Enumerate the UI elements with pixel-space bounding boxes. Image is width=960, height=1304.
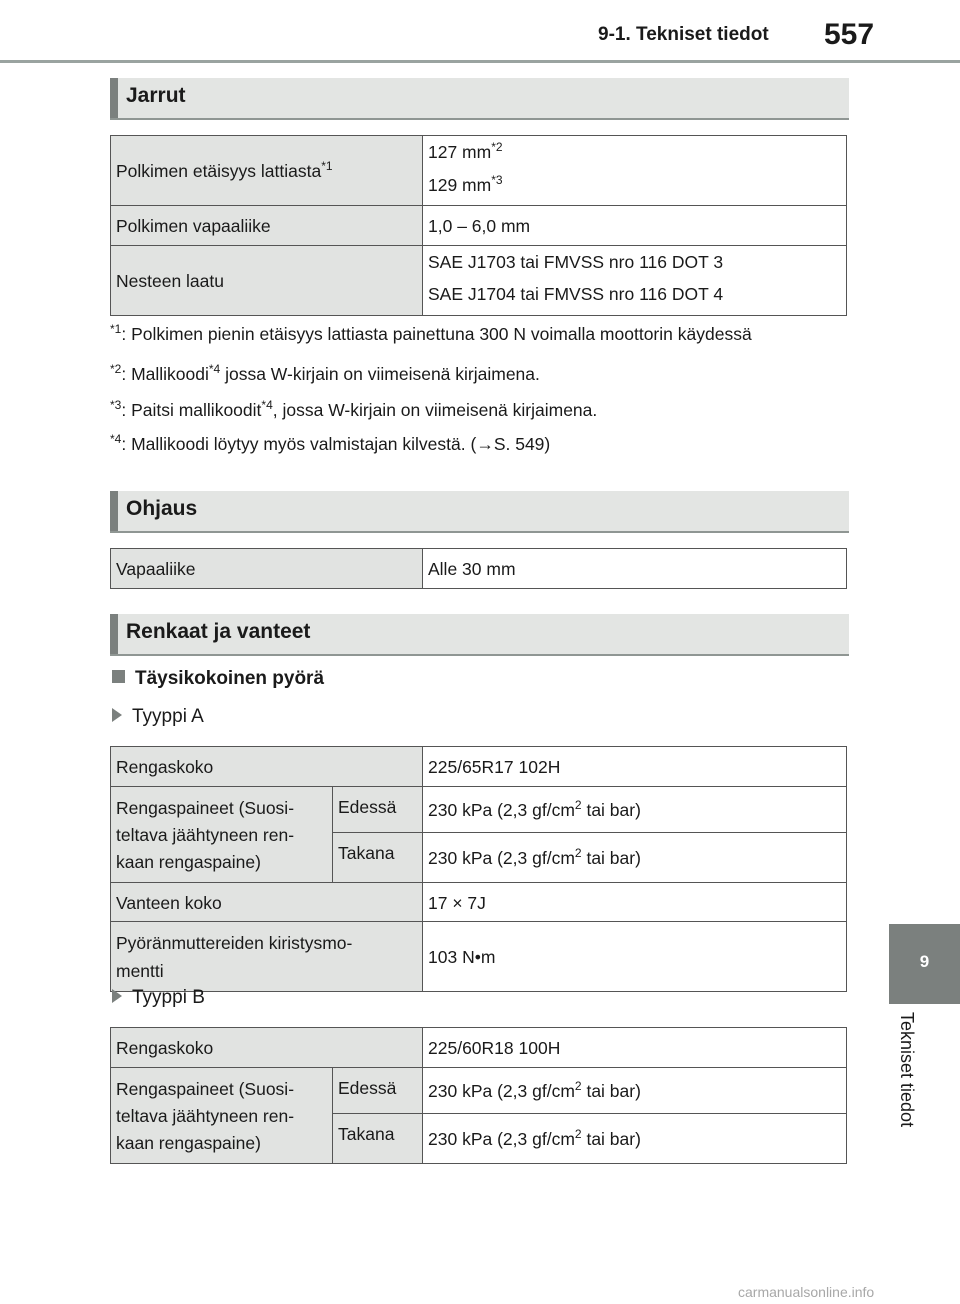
chapter-label: Tekniset tiedot (897, 1012, 917, 1128)
table-value: SAE J1703 tai FMVSS nro 116 DOT 3 SAE J1704 tai FMVSS nro 116 DOT 4 (423, 245, 847, 315)
table-key: Pyöränmuttereiden kiristysmo- mentti (111, 922, 423, 991)
chapter-number: 9 (919, 952, 930, 971)
table-row (111, 922, 847, 991)
heading-label: Renkaat ja vanteet (126, 620, 311, 643)
table-row (111, 747, 847, 787)
table-value: Alle 30 mm (423, 549, 847, 589)
table-key: Rengaskoko (111, 747, 423, 787)
heading-bar (110, 614, 118, 654)
heading-label: Ohjaus (126, 497, 198, 520)
table-row (111, 136, 847, 206)
heading-bar (110, 78, 118, 118)
brakes-table (110, 135, 847, 316)
table-value: 230 kPa (2,3 $gf/cm^2$ tai bar) (423, 833, 847, 883)
footnote-2: $^{*2}$: Mallikoodi$^{*4}$ jossa W-kirjain on viimeisenä kirjaimena. (110, 361, 540, 384)
footnote-3: $^{*3}$: Paitsi mallikoodit$^{*4}$, jossa W-kirjain on viimeisenä kirjaimena. (110, 397, 598, 420)
table-key: Nesteen laatu (111, 245, 423, 315)
triangle-bullet-icon (112, 989, 122, 1003)
table-row (111, 1028, 847, 1068)
section-heading-ohjaus (110, 491, 849, 533)
table-value: 230 kPa (2,3 $gf/cm^2$ tai bar) (423, 1067, 847, 1114)
table-key: Edessä (333, 786, 423, 833)
table-value: 225/65R17 102H (423, 747, 847, 787)
heading-bar (110, 491, 118, 531)
table-key: Takana (333, 833, 423, 883)
table-row (111, 1067, 847, 1114)
chapter-tab (889, 924, 960, 1004)
table-key: Polkimen etäisyys lattiasta$^{*1}$ (111, 136, 423, 206)
arrow-right-icon: → (476, 434, 494, 454)
type-b-label: Tyyppi B (112, 987, 205, 1009)
tyre-table-type-a (110, 746, 847, 992)
table-key: Rengaspaineet (Suosi- teltava jäähtyneen ren- kaan rengaspaine) (111, 1067, 333, 1163)
table-row (111, 549, 847, 589)
page-number: 557 (824, 18, 875, 51)
table-key: Edessä (333, 1067, 423, 1114)
table-row (111, 245, 847, 315)
square-bullet-icon (112, 670, 125, 683)
footnote-4: $^{*4}$: Mallikoodi löytyy myös valmistajan kilvestä. (→S. 549) (110, 431, 551, 454)
triangle-bullet-icon (112, 708, 122, 722)
table-key: Vapaaliike (111, 549, 423, 589)
table-row (111, 206, 847, 246)
table-row (111, 882, 847, 922)
table-key: Polkimen vapaaliike (111, 206, 423, 246)
heading-label: Jarrut (126, 84, 186, 107)
table-row (111, 786, 847, 833)
table-value: 225/60R18 100H (423, 1028, 847, 1068)
subheading-full-size-wheel: Täysikokoinen pyörä (112, 668, 324, 690)
type-a-label: Tyyppi A (112, 706, 204, 728)
header-divider (0, 60, 960, 63)
table-value: 230 kPa (2,3 $gf/cm^2$ tai bar) (423, 786, 847, 833)
section-heading-jarrut (110, 78, 849, 120)
table-key: Rengaspaineet (Suosi- teltava jäähtyneen ren- kaan rengaspaine) (111, 786, 333, 882)
section-heading-renkaat (110, 614, 849, 656)
table-value: 127 $mm^{*2}$ 129 $mm^{*3}$ (423, 136, 847, 206)
table-value: 103 N•m (423, 922, 847, 991)
table-value: 1,0 – 6,0 mm (423, 206, 847, 246)
table-key: Takana (333, 1114, 423, 1164)
table-key: Rengaskoko (111, 1028, 423, 1068)
section-title: 9-1. Tekniset tiedot (598, 24, 769, 45)
table-key: Vanteen koko (111, 882, 423, 922)
watermark: carmanualsonline.info (738, 1284, 875, 1300)
footnote-1: $^{*1}$: Polkimen pienin etäisyys lattiasta painettuna 300 N voimalla moottorin käydessä (110, 321, 752, 344)
steering-table (110, 548, 847, 589)
table-value: 230 kPa (2,3 $gf/cm^2$ tai bar) (423, 1114, 847, 1164)
table-value: 17 × 7J (423, 882, 847, 922)
tyre-table-type-b (110, 1027, 847, 1164)
